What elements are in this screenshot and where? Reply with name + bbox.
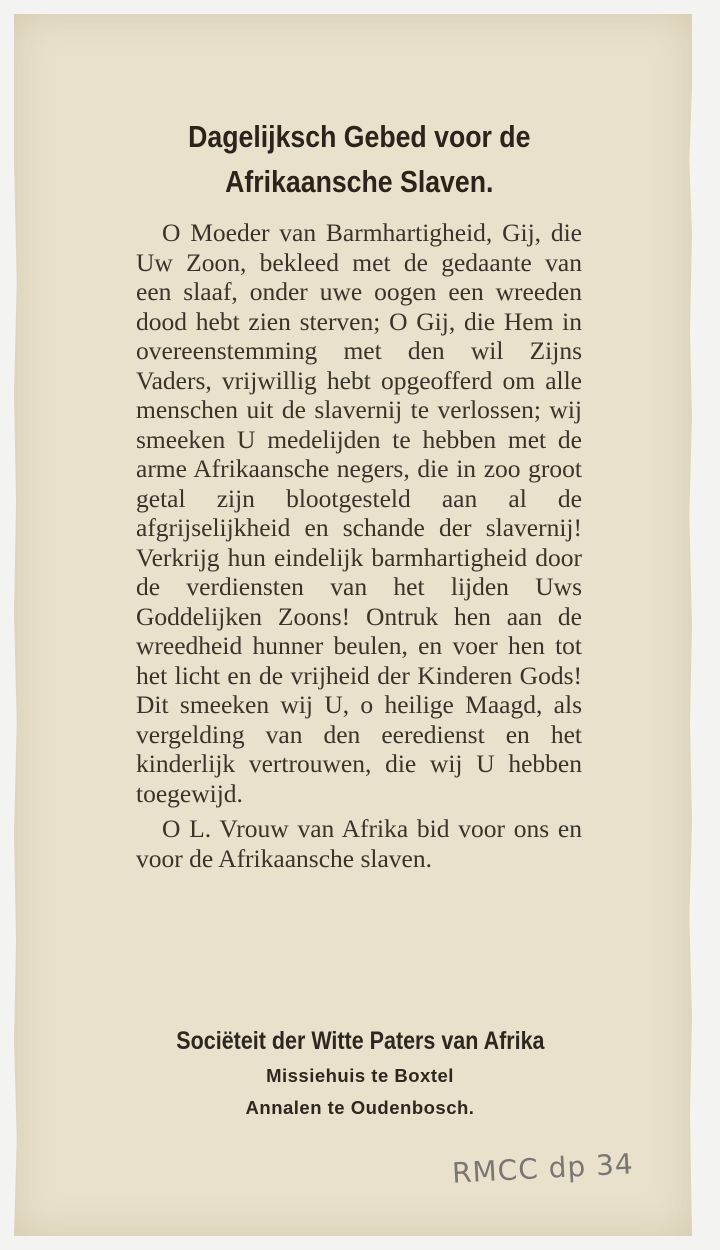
prayer-paragraph-2: O L. Vrouw van Afrika bid voor ons en voor de Afrikaansche slaven. [136, 814, 582, 873]
archive-mark: RMCC dp 34 [451, 1147, 635, 1190]
title-line-2: Afrikaansche Slaven. [225, 164, 494, 199]
prayer-title [50, 114, 669, 204]
title-line-1: Dagelijksch Gebed voor de [188, 119, 531, 154]
annals-location: Annalen te Oudenbosch. [245, 1097, 475, 1118]
publisher-footer [0, 1022, 720, 1124]
mission-house: Missiehuis te Boxtel [266, 1065, 454, 1086]
prayer-body [136, 218, 582, 873]
society-name: Sociëteit der Witte Paters van Afrika [176, 1027, 545, 1055]
prayer-paragraph-1: O Moeder van Barmhartigheid, Gij, die Uw Zoon, bekleed met de gedaante van een slaaf, onder uwe oogen een wreeden dood hebt zien sterven; O Gij, die Hem in overeenstemming met den wil Zijns Vaders, vrijwillig hebt opgeofferd om alle menschen uit de slavernij te verlossen; wij smeeken U medelijden te hebben met de arme Afrikaansche negers, die in zoo groot getal zijn blootgesteld aan al de afgrijselijkheid en schande der slavernij! Verkrijg hun eindelijk barmhartigheid door de verdiensten van het lijden Uws Goddelijken Zoons! Ontruk hen aan de wreedheid hunner beulen, en voer hen tot het licht en de vrijheid der Kinderen Gods! Dit smeeken wij U, o heilige Maagd, als vergelding van den eeredienst en het kinderlijk vertrouwen, die wij U hebben toegewijd. [136, 218, 582, 808]
